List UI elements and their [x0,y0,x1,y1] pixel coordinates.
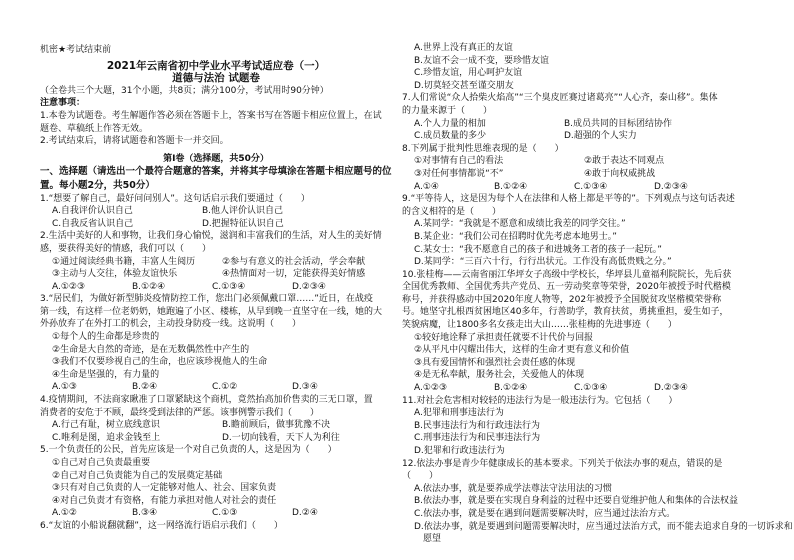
q7-option-c: C.成员数量的多少 [414,131,487,142]
question-10-stem: 10.张桂梅——云南省丽江华坪女子高级中学校长，华坪县儿童福利院院长，先后获 [402,269,732,280]
q2-item: ②参与有意义的社会活动，学会奉献 [222,256,366,267]
question-3-stem: 3.“居民们，为做好新型肺炎疫情防控工作，您出门必须佩戴口罩……”近日，在战疫 [40,294,373,305]
q12-option-a: A.依法办事，就是要养成学法尊法守法用法的习惯 [414,483,612,494]
question-4-stem: 4.疫情期间，不法商家瞅准了口罩紧缺这个商机，竟然抬高加价售卖的三无口罩，置 [40,395,373,406]
q10-option-c: C.①③④ [574,383,608,394]
q12-option-c: C.依法办事，就是要在遇到问题需要解决时，应当通过法治方式。 [414,508,676,519]
q6-option-c: C.珍惜友谊，用心呵护友谊 [414,68,523,79]
notice-item: 1.本卷为试题卷。考生解题作答必须在答题卡上，答案书写在答题卡相应位置上，在试 [40,110,382,121]
exam-info: （全卷共三个大题，31个小题，共8页；满分100分，考试用时90分钟） [40,85,329,96]
q5-option-a: A.①② [52,508,77,519]
section-note: 置。每小题2分，共50分） [40,179,155,191]
q9-option-b: B.某企业：“我们公司在招聘时优先考虑本地男士。” [414,231,617,242]
q8-option-c: C.①③④ [574,181,608,192]
q3-item: ④生命是坚强的，有力量的 [52,369,160,380]
question-10-stem: 称号，并获得感动中国2020年度人物等，202年被授予全国脱贫攻坚楷模荣誉称 [402,294,722,305]
q10-option-a: A.①②③ [414,383,448,394]
q3-option-a: A.①③ [52,382,77,393]
q5-item: ①自己对自己负责最重要 [52,458,151,468]
q7-option-d: D.超强的个人实力 [564,131,637,142]
question-12-stem: （ ） [402,471,439,482]
q3-option-b: B.②④ [132,382,158,393]
q10-item: ②从平凡中闪耀出伟大，这样的生命才更有意义和价值 [414,345,630,356]
q9-option-a: A.某同学：“我就是不愿意和成绩比我差的同学交往。” [414,219,626,230]
part1-title: 第Ⅰ卷（选择题，共50分） [163,153,269,164]
exam-title: 2021年云南省初中学业水平考试适应卷（一） [106,59,326,72]
notice-title: 注意事项： [40,98,86,109]
q8-item: ④敢于向权威挑战 [584,168,656,179]
q2-option-d: D.②③④ [292,281,326,292]
q2-option-b: B.①②④ [132,281,166,292]
left-column [40,44,392,533]
notice-item: 2.考试结束后，请将试题卷和答题卡一并交回。 [40,136,229,147]
q11-option-c: C.刑事违法行为和民事违法行为 [414,433,541,444]
question-8-stem: 8.下列属于批判性思维表现的是（ ） [402,143,564,154]
question-10-stem: 号。她坚守扎根西贫困地区40多年，行善助学，教育扶贫，勇挑重担，爱生如子， [402,307,729,318]
secret-label: 机密★考试结束前 [40,45,112,55]
q11-option-b: B.民事违法行为和行政违法行为 [414,420,541,431]
q11-option-a: A.犯罪和刑事违法行为 [414,408,504,419]
q1-option-b: B.他人评价认识自己 [202,206,284,217]
q5-option-b: B.③④ [132,508,158,519]
question-2-stem: 2.生活中美好的人和事物，让我们身心愉悦，滋润和丰富我们的生活，对人生的美好情 [40,231,382,242]
question-1-stem: 1.“想要了解自己，最好问问别人”。这句话启示我们要通过（ ） [40,193,310,204]
question-7-stem: 7.人们常说“众人拾柴火焰高”“三个臭皮匠赛过诸葛亮”“人心齐，泰山移”。集体 [402,93,718,104]
question-3-stem: 外孙放弃了在外打工的机会，主动投身防疫一线。这说明（ ） [40,319,302,330]
q5-option-d: D.②④ [292,508,318,519]
q8-option-a: A.①④ [414,181,439,192]
q9-option-d: D.某同学：“三百六十行，行行出状元。工作没有高低贵贱之分。” [414,257,672,268]
q10-item: ③具有爱国情怀和强烈社会责任感的体现 [414,357,576,368]
question-2-stem: 感，要获得美好的情感，我们可以（ ） [40,243,212,254]
q1-option-d: D.把握特征认识自己 [202,218,284,229]
q6-option-b: B.友谊不会一成不变，要珍惜友谊 [414,55,550,66]
q3-item: ②生命是大自然的奇迹，是在无数偶然性中产生的 [52,344,250,355]
q3-item: ③我们不仅要珍视自己的生命，也应该珍视他人的生命 [52,357,268,368]
q2-option-a: A.①②③ [52,281,86,292]
q8-item: ②敢于表达不同观点 [584,156,665,167]
q7-option-b: B.成员共同的目标团结协作 [564,118,673,129]
question-3-stem: 第一线，有这样一位老奶奶，她跑遍了小区、楼栋，从早到晚一直坚守在一线，她的大 [40,306,383,317]
q9-option-c: C.某女士：“我不愿意自己的孩子和进城务工者的孩子一起玩。” [414,244,662,255]
q4-option-c: C.唯利是图，追求金钱至上 [52,432,161,443]
q8-item: ③对任何事情都说“不” [414,168,504,179]
q11-option-d: D.犯罪和行政违法行为 [414,446,505,456]
right-column [402,42,793,546]
exam-subtitle: 道德与法治 试题卷 [172,72,260,85]
q3-option-d: D.③④ [292,382,318,393]
q3-item: ①每个人的生命都是珍贵的 [52,332,160,343]
q1-option-a: A.自我评价认识自己 [52,206,133,217]
q2-option-c: C.①③④ [212,281,246,292]
q4-option-b: B.瞻前顾后，做事犹豫不决 [222,420,331,431]
q7-option-a: A.个人力量的相加 [414,118,486,129]
q5-item: ③只有对自己负责的人一定能够对他人、社会、国家负责 [52,483,277,494]
q12-option-d: D.依法办事，就是要遇到问题需要解决时，应当通过法治方式，而不能去追求自身的一切诉求和 [414,521,793,532]
q12-option-d-cont: 愿望 [414,534,442,545]
question-5-stem: 5.一个负责任的公民，首先应该是一个对自己负责的人，这是因为（ ） [40,445,337,456]
q5-option-c: C.①③ [212,508,238,519]
q2-item: ③主动与人交往，体验友谊快乐 [52,269,178,280]
q12-option-b: B.依法办事，就是要在实现自身利益的过程中还要自觉维护他人和集体的合法权益 [414,496,739,507]
q3-option-c: C.①② [212,382,238,393]
q8-option-b: B.①②④ [494,181,528,192]
question-12-stem: 12.依法办事是青少年健康成长的基本要求。下列关于依法办事的观点，错误的是 [402,458,723,469]
q1-option-c: C.自我反省认识自己 [52,218,134,229]
section-title: 一、选择题（请选出一个最符合题意的答案，并将其字母填涂在答题卡相应题号的位 [40,166,392,178]
q5-item: ④对自己负责才有资格，有能力承担对他人对社会的责任 [52,495,277,506]
question-6-stem: 6.“友谊的小船说翻就翻”，这一网络流行语启示我们（ ） [40,520,283,531]
question-11-stem: 11.对社会危害相对较轻的违法行为是一般违法行为。它包括（ ） [402,395,678,406]
q6-option-d: D.切莫轻交甚至谨交朋友 [414,80,514,91]
q8-option-d: D.②③④ [654,181,688,192]
q10-item: ①较好地诠释了承担责任就要不计代价与回报 [414,332,594,343]
q10-item: ④是无私奉献，服务社会，关爱他人的体现 [414,370,585,381]
q6-option-a: A.世界上没有真正的友谊 [414,43,513,53]
question-9-stem: 的含义相符的是（ ） [402,206,502,217]
q4-option-a: A.行己有耻，树立底线意识 [52,420,160,431]
question-10-stem: 笑貌病魔，让1800多名女孩走出大山……张桂梅的先进事迹（ ） [402,320,677,331]
question-9-stem: 9.“平等待人，这是因为每个人在法律和人格上都是平等的”。下列观点与这句话表述 [402,194,735,205]
q8-item: ①对事情有自己的看法 [414,156,504,167]
q2-item: ④热情面对一切，定能获得美好情感 [222,269,366,280]
notice-item: 题卷、草稿纸上作答无效。 [40,123,149,134]
q10-option-d: D.②③④ [654,383,688,394]
q2-item: ①通过阅读经典书籍，丰富人生阅历 [52,256,196,267]
question-7-stem: 的力量来源于（ ） [402,105,493,116]
q10-option-b: B.①②④ [494,383,528,394]
q5-item: ②自己对自己负责能为自己的发展奠定基础 [52,470,223,481]
question-4-stem: 消费者的安危于不顾，最终受到法律的严惩。该事例警示我们（ ） [40,407,320,418]
question-10-stem: 全国优秀教师、全国优秀共产党员、五一劳动奖章等荣誉，2020年被授予时代楷模 [402,282,731,293]
q4-option-d: D.一切向钱看，天下人为利往 [222,432,340,443]
